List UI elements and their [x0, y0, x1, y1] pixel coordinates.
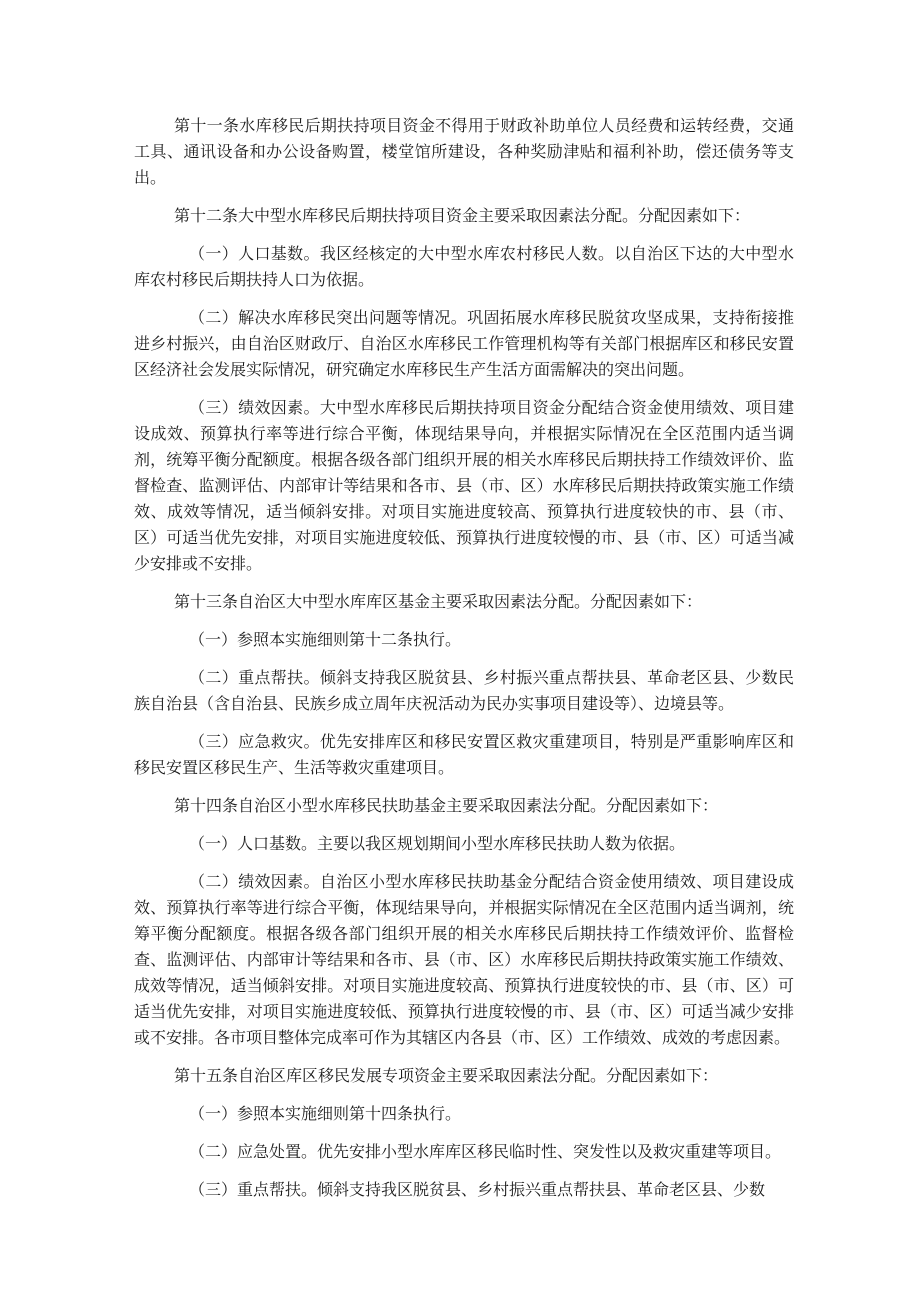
- article-12: 第十二条大中型水库移民后期扶持项目资金主要采取因素法分配。分配因素如下：: [174, 206, 751, 225]
- article-12-item-2: （二）解决水库移民突出问题等情况。巩固拓展水库移民脱贫攻坚成果，支持衔接推进乡村振兴，由自治区财政厅、自治区水库移民工作管理机构等有关部门根据库区和移民安置区经济社会发展实际情况，研究确定水库移民生产生活方面需解决的突出问题。: [134, 308, 794, 379]
- article-14-item-1: （一）人口基数。主要以我区规划期间小型水库移民扶助人数为依据。: [189, 834, 686, 853]
- article-12-item-1: （一）人口基数。我区经核定的大中型水库农村移民人数。以自治区下达的大中型水库农村移民后期扶持人口为依据。: [134, 244, 794, 289]
- document-page: [134, 113, 794, 1215]
- article-13-item-2: （二）重点帮扶。倾斜支持我区脱贫县、乡村振兴重点帮扶县、革命老区县、少数民族自治县（含自治县、民族乡成立周年庆祝活动为民办实事项目建设等）、边境县等。: [134, 668, 794, 713]
- article-14: 第十四条自治区小型水库移民扶助基金主要采取因素法分配。分配因素如下：: [174, 796, 719, 815]
- article-15-item-2: （二）应急处置。优先安排小型水库库区移民临时性、突发性以及救灾重建等项目。: [189, 1142, 782, 1161]
- article-14-item-2: （二）绩效因素。自治区小型水库移民扶助基金分配结合资金使用绩效、项目建设成效、预算执行率等进行综合平衡，体现结果导向，并根据实际情况在全区范围内适当调剂，统筹平衡分配额度。根据各级各部门组织开展的相关水库移民后期扶持工作绩效评价、监督检查、监测评估、内部审计等结果和各市、县（市、区）水库移民后期扶持政策实施工作绩效、成效等情况，适当倾斜安排。对项目实施进度较高、预算执行进度较快的市、县（市、区）可适当优先安排，对项目实施进度较低、预算执行进度较慢的市、县（市、区）可适当减少安排或不安排。各市项目整体完成率可作为其辖区内各县（市、区）工作绩效、成效的考虑因素。: [134, 872, 794, 1047]
- article-12-item-3: （三）绩效因素。大中型水库移民后期扶持项目资金分配结合资金使用绩效、项目建设成效、预算执行率等进行综合平衡，体现结果导向，并根据实际情况在全区范围内适当调剂，统筹平衡分配额度。根据各级各部门组织开展的相关水库移民后期扶持工作绩效评价、监督检查、监测评估、内部审计等结果和各市、县（市、区）水库移民后期扶持政策实施工作绩效、成效等情况，适当倾斜安排。对项目实施进度较高、预算执行进度较快的市、县（市、区）可适当优先安排，对项目实施进度较低、预算执行进度较慢的市、县（市、区）可适当减少安排或不安排。: [134, 398, 794, 573]
- article-15: 第十五条自治区库区移民发展专项资金主要采取因素法分配。分配因素如下：: [174, 1066, 719, 1085]
- article-11: 第十一条水库移民后期扶持项目资金不得用于财政补助单位人员经费和运转经费，交通工具、通讯设备和办公设备购置，楼堂馆所建设，各种奖励津贴和福利补助，偿还债务等支出。: [134, 116, 794, 187]
- article-13: 第十三条自治区大中型水库库区基金主要采取因素法分配。分配因素如下：: [174, 592, 703, 611]
- article-13-item-3: （三）应急救灾。优先安排库区和移民安置区救灾重建项目，特别是严重影响库区和移民安置区移民生产、生活等救灾重建项目。: [134, 732, 794, 777]
- article-15-item-1: （一）参照本实施细则第十四条执行。: [189, 1104, 462, 1123]
- article-13-item-1: （一）参照本实施细则第十二条执行。: [189, 630, 462, 649]
- article-15-item-3: （三）重点帮扶。倾斜支持我区脱贫县、乡村振兴重点帮扶县、革命老区县、少数: [189, 1180, 766, 1199]
